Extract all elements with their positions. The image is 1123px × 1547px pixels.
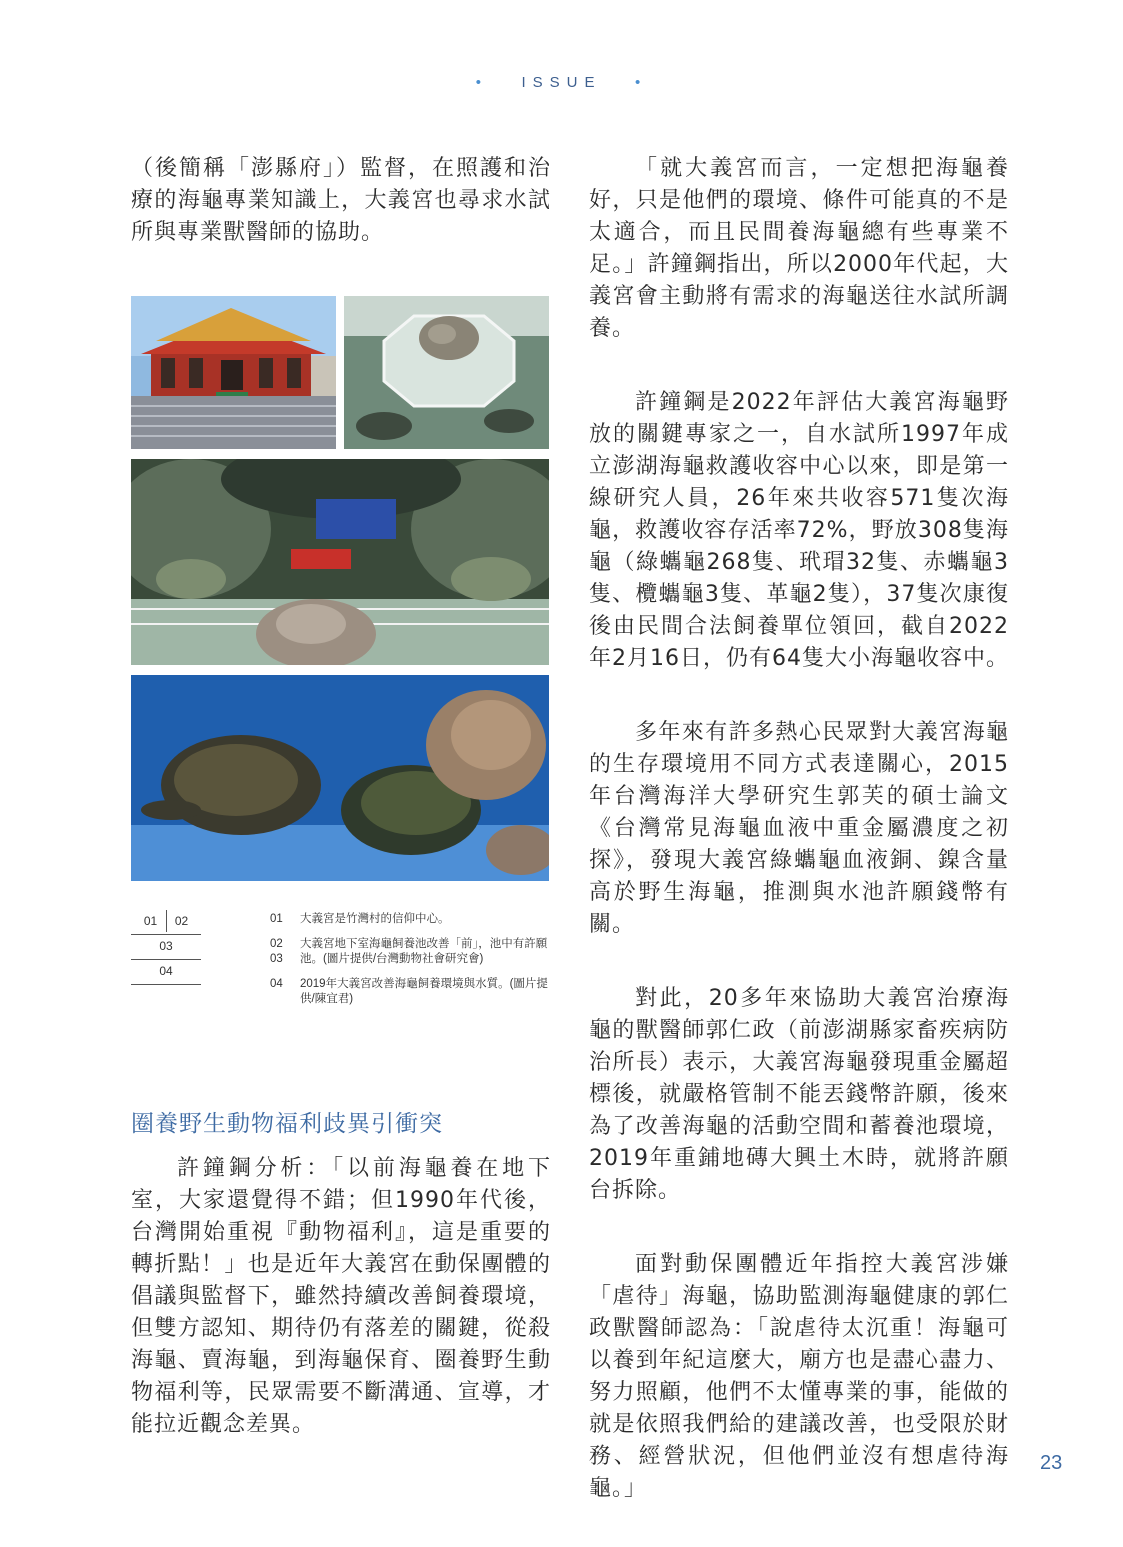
photo-04-turtles — [131, 675, 549, 881]
left-column-top — [131, 153, 551, 291]
photo-index-01: 01 — [136, 910, 167, 932]
header-dot-right: • — [635, 74, 648, 91]
caption-number: 04 — [270, 978, 283, 990]
header-dot-left: • — [475, 74, 488, 91]
right-paragraph-4: 對此，20多年來協助大義宮治療海龜的獸醫師郭仁政（前澎湖縣家畜疾病防治所長）表示，大義宮海龜發現重金屬超標後，就嚴格管制不能丟錢幣許願，後來為了改善海龜的活動空間和蓄養池環境，2019年重鋪地磚大興土木時，就將許願台拆除。 — [589, 986, 1009, 1203]
photo-index-row-2: 03 — [131, 935, 201, 960]
caption-02-03 — [270, 937, 555, 967]
caption-text: 2019年大義宮改善海龜飼養環境與水質。(圖片提供/陳宜君) — [300, 978, 548, 1005]
right-paragraph-2: 許鐘鋼是2022年評估大義宮海龜野放的關鍵專家之一，自水試所1997年成立澎湖海龜救護收容中心以來，即是第一線研究人員，26年來共收容571隻次海龜，救護收容存活率72%，野放308隻海龜（綠蠵龜268隻、玳瑁32隻、赤蠵龜3隻、欖蠵龜3隻、革龜2隻），37隻次康復後由民間合法飼養單位領回，截自2022年2月16日，仍有64隻大小海龜收容中。 — [589, 390, 1009, 671]
page-number: 23 — [1040, 1452, 1063, 1474]
caption-01 — [270, 912, 555, 927]
photo-index-02: 02 — [174, 914, 189, 928]
section-heading: 圈養野生動物福利歧異引衝突 — [131, 1111, 443, 1137]
caption-number: 01 — [270, 913, 283, 925]
photo-captions — [270, 912, 555, 1017]
header-label: ISSUE — [521, 74, 602, 91]
caption-04 — [270, 977, 555, 1007]
right-column — [589, 153, 1009, 1547]
right-paragraph-1: 「就大義宮而言，一定想把海龜養好，只是他們的環境、條件可能真的不是太適合，而且民間養海龜總有些專業不足。」許鐘鋼指出，所以2000年代起，大義宮會主動將有需求的海龜送往水試所調養。 — [589, 156, 1009, 341]
caption-number: 02 03 — [270, 938, 283, 965]
running-header — [0, 74, 1123, 91]
photo-index-row-1 — [131, 910, 201, 935]
caption-text: 大義宮是竹灣村的信仰中心。 — [300, 913, 450, 925]
left-bottom-paragraph: 許鐘鋼分析：「以前海龜養在地下室，大家還覺得不錯；但1990年代後，台灣開始重視『動物福利』，這是重要的轉折點！」也是近年大義宮在動保團體的倡議與監督下，雖然持續改善飼養環境，但雙方認知、期待仍有落差的關鍵，從殺海龜、賣海龜，到海龜保育、圈養野生動物福利等，民眾需要不斷溝通、宣導，才能拉近觀念差異。 — [131, 1156, 551, 1437]
photo-02-pool — [344, 296, 549, 449]
photo-index-row-3: 04 — [131, 960, 201, 985]
left-top-paragraph: （後簡稱「澎縣府」）監督，在照護和治療的海龜專業知識上，大義宮也尋求水試所與專業獸醫師的協助。 — [131, 156, 551, 245]
photo-01-temple — [131, 296, 336, 449]
photo-index-grid — [131, 910, 201, 985]
right-paragraph-5: 面對動保團體近年指控大義宮涉嫌「虐待」海龜，協助監測海龜健康的郭仁政獸醫師認為：「說虐待太沉重！海龜可以養到年紀這麼大，廟方也是盡心盡力、努力照顧，他們不太懂專業的事，能做的就是依照我們給的建議改善，也受限於財務、經營狀況，但他們並沒有想虐待海龜。」 — [589, 1252, 1009, 1501]
left-column-bottom — [131, 1153, 551, 1483]
caption-text: 大義宮地下室海龜飼養池改善「前」，池中有許願池。(圖片提供/台灣動物社會研究會) — [300, 938, 548, 965]
photo-03-basement-pool — [131, 459, 549, 665]
right-paragraph-3: 多年來有許多熱心民眾對大義宮海龜的生存環境用不同方式表達關心，2015年台灣海洋大學研究生郭芙的碩士論文《台灣常見海龜血液中重金屬濃度之初探》，發現大義宮綠蠵龜血液銅、鎳含量高於野生海龜，推測與水池許願錢幣有關。 — [589, 720, 1009, 937]
